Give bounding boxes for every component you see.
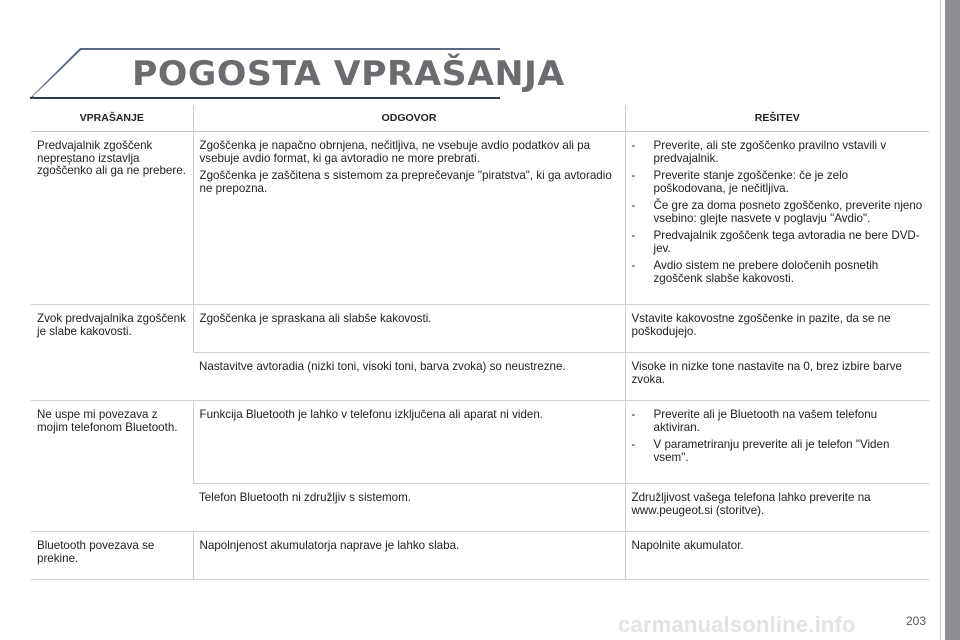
- question-cell: Predvajalnik zgoščenk nepreștano izstavlja zgoščenko ali ga ne prebere.: [31, 132, 193, 305]
- solution-item: - Predvajalnik zgoščenk tega avtoradia ne bere DVD-jev.: [632, 230, 924, 255]
- solution-item: - Avdio sistem ne prebere določenih posnetih zgoščenk slabše kakovosti.: [632, 260, 924, 285]
- answer-cell: Nastavitve avtoradia (nizki toni, visoki toni, barva zvoka) so neustrezne.: [193, 353, 625, 401]
- solution-cell: Združljivost vašega telefona lahko preverite na www.peugeot.si (storitve).: [625, 484, 929, 532]
- side-tab-bar: [945, 0, 960, 640]
- solution-item: - Preverite, ali ste zgoščenko pravilno vstavili v predvajalnik.: [632, 140, 924, 165]
- table-row: [31, 305, 929, 353]
- column-header-solution: REŠITEV: [625, 105, 929, 132]
- solution-cell: [625, 401, 929, 484]
- solution-list: [632, 140, 924, 285]
- solution-cell: Napolnite akumulator.: [625, 532, 929, 580]
- solution-item: - Če gre za doma posneto zgoščenko, preverite njeno vsebino: glejte nasvete v poglavju "Avdio".: [632, 200, 924, 225]
- solution-item: - V parametriranju preverite ali je telefon "Viden vsem".: [632, 439, 924, 464]
- table-row: [31, 132, 929, 305]
- answer-cell: Napolnjenost akumulatorja naprave je lahko slaba.: [193, 532, 625, 580]
- page-number: 203: [906, 614, 927, 628]
- table-row: [31, 401, 929, 484]
- solution-list: [632, 409, 924, 464]
- question-cell: Zvok predvajalnika zgoščenk je slabe kakovosti.: [31, 305, 193, 401]
- header-band: [0, 0, 940, 102]
- margin-divider: [940, 0, 941, 640]
- table-row: [31, 532, 929, 580]
- table-header-row: [31, 105, 929, 132]
- faq-table: [31, 105, 929, 580]
- solution-item: - Preverite ali je Bluetooth na vašem telefonu aktiviran.: [632, 409, 924, 434]
- question-cell: Ne uspe mi povezava z mojim telefonom Bluetooth.: [31, 401, 193, 532]
- column-header-answer: ODGOVOR: [193, 105, 625, 132]
- solution-cell: [625, 132, 929, 305]
- watermark: carmanualsonline.info: [618, 612, 856, 637]
- solution-cell: Vstavite kakovostne zgoščenke in pazite, da se ne poškodujejo.: [625, 305, 929, 353]
- answer-cell: Funkcija Bluetooth je lahko v telefonu izključena ali aparat ni viden.: [193, 401, 625, 484]
- column-header-question: VPRAŠANJE: [31, 105, 193, 132]
- solution-item: - Preverite stanje zgoščenke: če je zelo poškodovana, je nečitljiva.: [632, 170, 924, 195]
- answer-cell: Zgoščenka je spraskana ali slabše kakovosti.: [193, 305, 625, 353]
- answer-cell: [193, 132, 625, 305]
- question-cell: Bluetooth povezava se prekine.: [31, 532, 193, 580]
- answer-paragraph: Zgoščenka je zaščitena s sistemom za preprečevanje "piratstva", ki ga avtoradio ne prepozna.: [199, 169, 612, 195]
- page-title: POGOSTA VPRAŠANJA: [132, 54, 565, 94]
- answer-paragraph: Zgoščenka je napačno obrnjena, nečitljiva, ne vsebuje avdio podatkov ali pa vsebuje avdio format, ki ga avtoradio ne more prebrati.: [199, 139, 591, 165]
- solution-cell: Visoke in nizke tone nastavite na 0, brez izbire barve zvoka.: [625, 353, 929, 401]
- answer-cell: Telefon Bluetooth ni združljiv s sistemom.: [193, 484, 625, 532]
